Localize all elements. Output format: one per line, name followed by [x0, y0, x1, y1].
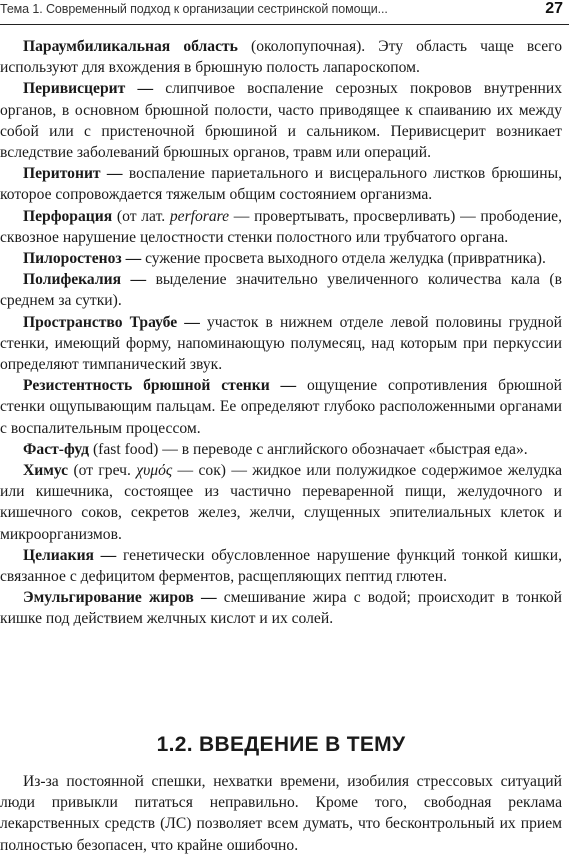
page-header: [0, 0, 569, 25]
glossary-term: Резистентность брюшной стенки —: [23, 377, 297, 395]
page-number: 27: [545, 0, 563, 17]
glossary-definition: воспаление париетального и висцерального листков брюшины, которое сопровождается тяжелым общим состоянием организма.: [0, 165, 562, 204]
glossary-term: Перивисцерит —: [23, 80, 154, 98]
glossary-term: Перфорация: [23, 207, 113, 225]
glossary-entry: [0, 375, 562, 439]
glossary-entry: [0, 36, 562, 78]
glossary-etymology-word: perforare: [169, 207, 230, 225]
glossary-entry: [0, 206, 562, 248]
glossary-definition: участок в нижнем отделе левой половины грудной стенки, имеющий форму, напоминающую полумесяц, над которым при перкуссии определяют тимпанический звук.: [0, 313, 563, 374]
glossary-definition: — провертывать, просверливать) — прободение, сквозное нарушение целостности стенки полостного или трубчатого органа.: [0, 207, 563, 246]
glossary-term: Фаст-фуд: [23, 440, 90, 458]
glossary-definition: — сок) — жидкое или полужидкое содержимое желудка или кишечника, состоящее из частично переваренной пищи, желудочного и кишечного соков, секретов желез, желчи, слущенных эпителиальных клеток и микроорганизмов.: [0, 462, 563, 543]
glossary-definition: сужение просвета выходного отдела желудка (привратника).: [141, 250, 546, 268]
intro-paragraph: Из-за постоянной спешки, нехватки времени, изобилия стрессовых ситуаций люди привыкли питаться неправильно. Кроме того, свободная реклама лекарственных средств (ЛС) позволяет всем думать, что бесконтрольный их прием полностью безопасен, что крайне ошибочно.: [0, 773, 562, 854]
glossary-definition: (fast food) — в переводе с английского обозначает «быстрая еда».: [89, 440, 528, 458]
glossary-entry: [0, 460, 562, 545]
glossary-term: Химус: [23, 462, 69, 480]
glossary-term: Параумбиликальная область: [23, 38, 238, 55]
glossary-term: Пространство Траубе —: [23, 313, 200, 331]
glossary-entry: [0, 248, 562, 269]
glossary-definition: ощущение сопротивления брюшной стенки ощупывающим пальцам. Ее определяют глубоко расположенными органами с воспалительным процессом.: [0, 377, 563, 437]
glossary-term: Пилоростеноз —: [23, 250, 142, 268]
glossary-definition: генетически обусловленное нарушение функций тонкой кишки, связанное с дефицитом ферментов, расщепляющих пептид глютен.: [0, 546, 562, 586]
glossary-term: Полифекалия —: [23, 271, 147, 289]
glossary-etymology-word: χυμός: [136, 462, 173, 480]
glossary-definition: (околопупочная). Эту область чаще всего используют для вхождения в брюшную полость лапароскопом.: [0, 38, 562, 77]
glossary-entry: [0, 545, 562, 587]
glossary-entry: [0, 78, 562, 163]
running-title: Тема 1. Современный подход к организации сестринской помощи...: [0, 2, 388, 16]
glossary-etymology-prefix: (от лат.: [112, 207, 170, 225]
glossary-definition: смешивание жира с водой; происходит в тонкой кишке под действием желчных кислот и их солей.: [0, 589, 562, 628]
section-heading: 1.2. ВВЕДЕНИЕ В ТЕМУ: [156, 733, 406, 756]
glossary-entry: [0, 269, 562, 311]
glossary-entry: [0, 587, 562, 629]
glossary-term: Перитонит —: [23, 165, 123, 183]
glossary-etymology-prefix: (от греч.: [68, 462, 137, 480]
glossary-list: [0, 36, 562, 630]
glossary-definition: слипчивое воспаление серозных покровов внутренних органов, в основном брюшной полости, часто приводящее к спаиванию их между собой или с пристеночной брюшиной и сальником. Перивисцерит возникает вследствие заболеваний брюшных органов, травм или операций.: [0, 80, 562, 162]
glossary-entry: [0, 163, 562, 205]
glossary-term: Эмульгирование жиров —: [23, 589, 217, 607]
glossary-term: Целиакия —: [23, 546, 117, 564]
glossary-definition: выделение значительно увеличенного количества кала (в среднем за сутки).: [0, 271, 562, 310]
glossary-entry: [0, 312, 562, 376]
glossary-entry: [0, 439, 562, 460]
